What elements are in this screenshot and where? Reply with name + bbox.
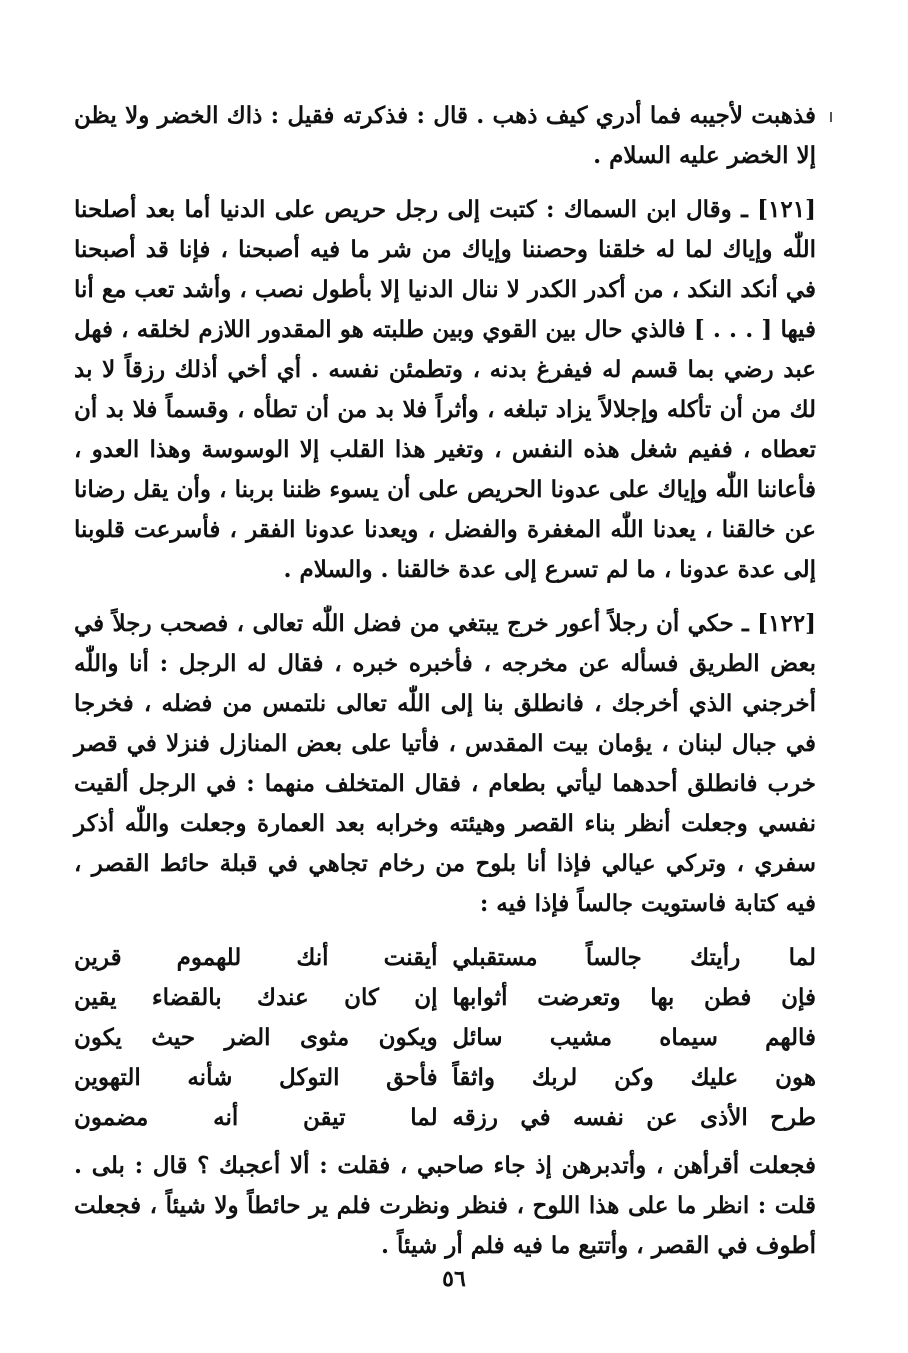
verse-line bbox=[74, 938, 816, 978]
verse-line bbox=[74, 978, 816, 1018]
verse-second-hemistich: فأحق التوكل شأنه التهوين bbox=[74, 1064, 438, 1091]
paragraph-continuation: فذهبت لأجيبه فما أدري كيف ذهب . قال : فذكرته فقيل : ذاك الخضر ولا يظن إلا الخضر عليه السلام . bbox=[74, 102, 816, 169]
paragraph-closing: فجعلت أقرأهن ، وأتدبرهن إذ جاء صاحبي ، فقلت : ألا أعجبك ؟ قال : بلى . قلت : انظر ما على هذا اللوح ، فنظر ونظرت فلم ير حائطاً ولا شيئاً ، فجعلت أطوف في القصر ، وأتتبع ما فيه فلم أر شيئاً . bbox=[74, 1152, 816, 1259]
page-body bbox=[74, 96, 816, 1280]
verse-second-hemistich: ويكون مثوى الضر حيث يكون bbox=[74, 1024, 438, 1051]
verse-first-hemistich: فإن فطن بها وتعرضت أثوابها bbox=[452, 984, 816, 1011]
verse-first-hemistich: هون عليك وكن لربك واثقاً bbox=[452, 1064, 816, 1091]
verse-line bbox=[74, 1018, 816, 1058]
margin-mark bbox=[830, 112, 832, 122]
paragraph-121: [١٢١] ـ وقال ابن السماك : كتبت إلى رجل حريص على الدنيا أما بعد أصلحنا اللّٰه وإياك لما له خلقنا وحصننا وإياك من شر ما فيه أصبحنا ، فإنا قد أصبحنا في أنكد النكد ، من أكدر الكدر لا ننال الدنيا إلا بأطول نصب ، وأشد تعب مع أنا فيها [ . . . ] فالذي حال بين القوي وبين طلبته هو المقدور اللازم لخلقه ، فهل عبد رضي بما قسم له فيفرغ بدنه ، وتطمئن نفسه . أي أخي أذلك رزقاً لا بد لك من أن تأكله وإجلالاً يزاد تبلغه ، وأثراً فلا بد من أن تطأه ، وقسماً فلا بد أن تعطاه ، ففيم شغل هذه النفس ، وتغير هذا القلب إلا الوسوسة وهذا العدو ، فأعاننا اللّٰه وإياك على عدونا الحريص على أن يسوء ظننا بربنا ، وأن يقل رضانا عن خالقنا ، يعدنا اللّٰه المغفرة والفضل ، ويعدنا عدونا الفقر ، فأسرعت قلوبنا إلى عدة عدونا ، ما لم تسرع إلى عدة خالقنا . والسلام . bbox=[74, 196, 816, 583]
verse-line bbox=[74, 1058, 816, 1098]
page-number: ٥٦ bbox=[442, 1266, 466, 1292]
verse-first-hemistich: طرح الأذى عن نفسه في رزقه bbox=[452, 1104, 816, 1131]
verse-first-hemistich: لما رأيتك جالساً مستقبلي bbox=[452, 944, 816, 971]
poem bbox=[74, 938, 816, 1138]
verse-second-hemistich: إن كان عندك بالقضاء يقين bbox=[74, 984, 438, 1011]
paragraph-122: [١٢٢] ـ حكي أن رجلاً أعور خرج يبتغي من فضل اللّٰه تعالى ، فصحب رجلاً في بعض الطريق فسأله عن مخرجه ، فأخبره خبره ، فقال له الرجل : أنا واللّٰه أخرجني الذي أخرجك ، فانطلق بنا إلى اللّٰه تعالى نلتمس من فضله ، فخرجا في جبال لبنان ، يؤمان بيت المقدس ، فأتيا على بعض المنازل فنزلا في قصر خرب فانطلق أحدهما ليأتي بطعام ، فقال المتخلف منهما : في الرجل ألقيت نفسي وجعلت أنظر بناء القصر وهيئته وخرابه بعد العمارة وجعلت واللّٰه أذكر سفري ، وتركي عيالي فإذا أنا بلوح من رخام تجاهي في قبلة حائط القصر ، فيه كتابة فاستويت جالساً فإذا فيه : bbox=[74, 610, 816, 917]
verse-second-hemistich: لما تيقن أنه مضمون bbox=[74, 1104, 438, 1131]
verse-line bbox=[74, 1098, 816, 1138]
verse-second-hemistich: أيقنت أنك للهموم قرين bbox=[74, 944, 438, 971]
verse-first-hemistich: فالهم سيماه مشيب سائل bbox=[452, 1024, 816, 1051]
